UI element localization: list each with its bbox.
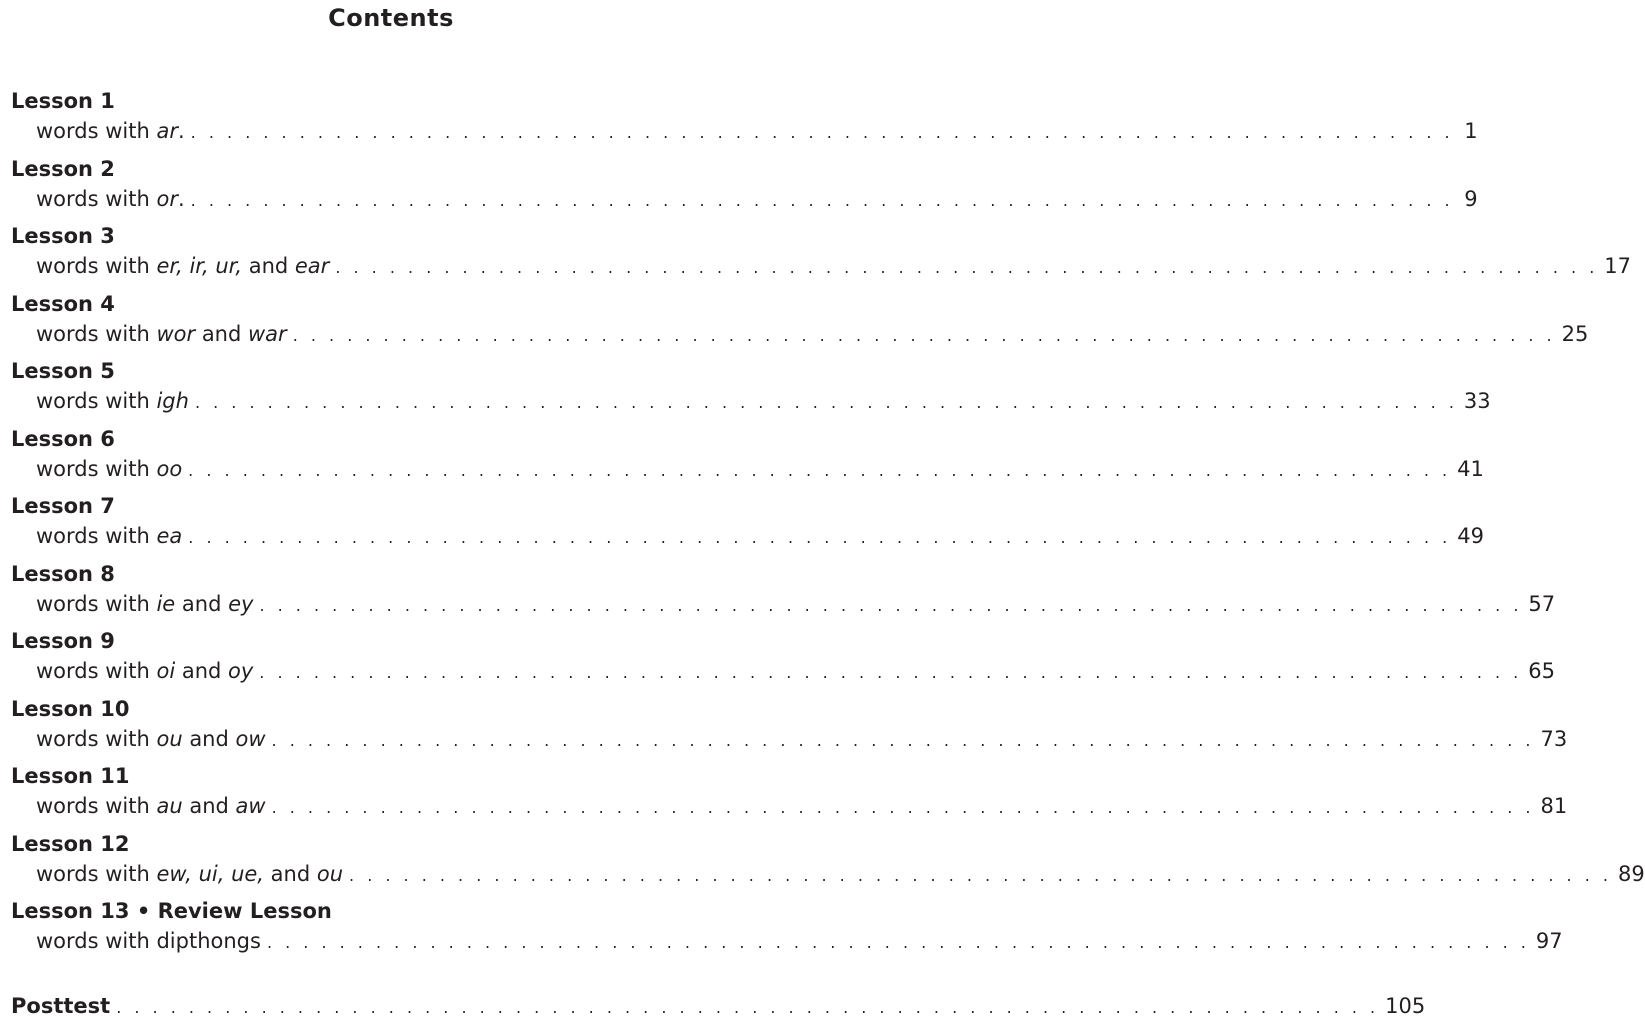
page-number: 105	[1385, 994, 1426, 1018]
page-number: 1	[1464, 119, 1478, 143]
dot-leader: . . . . . . . . . . . . . . . . . . . . . . . . . . . . . . . . . . . . . . . . . . . . . . . . . . . . . . . . . . . . . . . . . . . . . .	[194, 393, 1458, 412]
spelling-pattern: aw	[235, 794, 266, 818]
lesson-row	[36, 522, 1484, 550]
spelling-pattern: er, ir, ur,	[156, 254, 243, 278]
description-text: .	[177, 119, 185, 143]
lesson-description	[36, 117, 185, 145]
lesson-heading: Lesson 4	[11, 291, 115, 316]
lesson-row	[36, 792, 1568, 820]
lesson-description	[36, 725, 266, 753]
page-number: 41	[1457, 456, 1484, 481]
lesson-row	[36, 657, 1555, 685]
page-number: 65	[1528, 659, 1555, 683]
description-text: and	[182, 726, 236, 751]
toc-entry[interactable]	[11, 358, 1491, 416]
dot-leader: . . . . . . . . . . . . . . . . . . . . . . . . . . . . . . . . . . . . . . . . . . . . . . . . . . . . . . . . . . . . . . . . . . . . . .	[335, 258, 1599, 277]
lesson-heading: Lesson 8	[11, 561, 115, 586]
lesson-description	[36, 252, 329, 280]
lesson-description	[36, 320, 287, 348]
description-text: words with	[36, 389, 157, 413]
spelling-pattern: ea	[156, 524, 183, 548]
description-text: and	[263, 861, 317, 886]
spelling-pattern: igh	[156, 389, 189, 413]
lesson-row	[36, 725, 1568, 753]
lesson-heading: Lesson 9	[11, 629, 115, 653]
spelling-pattern: ew, ui, ue,	[156, 861, 264, 886]
description-text: words with	[36, 254, 157, 278]
toc-entry[interactable]	[11, 628, 1555, 686]
lesson-row	[36, 455, 1484, 483]
page-number: 57	[1528, 591, 1556, 616]
lesson-heading: Lesson 6	[11, 426, 115, 451]
toc-entry[interactable]	[11, 291, 1589, 349]
lesson-description	[36, 927, 261, 955]
toc-entry[interactable]	[11, 156, 1478, 214]
lesson-heading: Lesson 2	[11, 156, 115, 181]
description-text: and	[175, 591, 229, 616]
lesson-row	[36, 860, 1645, 888]
page-number: 9	[1464, 186, 1478, 211]
spelling-pattern: ie	[156, 591, 176, 616]
description-text: and	[195, 321, 248, 346]
lesson-heading: Lesson 7	[11, 494, 115, 518]
description-text: and	[182, 794, 236, 818]
description-text: words with	[36, 861, 157, 886]
lesson-heading: Lesson 13 • Review Lesson	[11, 899, 332, 923]
lesson-row	[36, 320, 1589, 348]
lesson-heading: Lesson 5	[11, 359, 115, 383]
page-number: 33	[1463, 389, 1491, 413]
description-text: words with	[36, 456, 157, 481]
page-number: 97	[1535, 929, 1563, 953]
description-text: words with	[36, 794, 157, 818]
spelling-pattern: ear	[294, 254, 330, 278]
lesson-row	[36, 117, 1478, 145]
dot-leader: . . . . . . . . . . . . . . . . . . . . . . . . . . . . . . . . . . . . . . . . . . . . . . . . . . . . . . . . . . . . . . . . . . . . . .	[259, 595, 1523, 615]
page-number: 73	[1540, 726, 1568, 751]
dot-leader: . . . . . . . . . . . . . . . . . . . . . . . . . . . . . . . . . . . . . . . . . . . . . . . . . . . . . . . . . . . . . . . . . . . . . .	[266, 933, 1530, 952]
dot-leader: . . . . . . . . . . . . . . . . . . . . . . . . . . . . . . . . . . . . . . . . . . . . . . . . . . . . . . . . . . . . . . . . . . . . . .	[188, 528, 1452, 547]
spelling-pattern: wor	[156, 321, 196, 346]
description-text: words with dipthongs	[36, 929, 261, 953]
dot-leader: . . . . . . . . . . . . . . . . . . . . . . . . . . . . . . . . . . . . . . . . . . . . . . . . . . . . . . . . . . . . . . . . . . . . . .	[190, 190, 1454, 210]
dot-leader: . . . . . . . . . . . . . . . . . . . . . . . . . . . . . . . . . . . . . . . . . . . . . . . . . . . . . . . . . . . . . . . . . . . . . .	[188, 460, 1452, 480]
dot-leader: . . . . . . . . . . . . . . . . . . . . . . . . . . . . . . . . . . . . . . . . . . . . . . . . . . . . . . . . . . . . . . . . . . . . . .	[349, 865, 1612, 885]
lesson-heading: Lesson 12	[11, 831, 130, 856]
lesson-row	[36, 185, 1478, 213]
description-text: and	[242, 254, 295, 278]
lesson-row	[36, 590, 1556, 618]
page-number: 81	[1540, 794, 1568, 818]
dot-leader: . . . . . . . . . . . . . . . . . . . . . . . . . . . . . . . . . . . . . . . . . . . . . . . . . . . . . . . . . . . . . . . . . . . . . .	[271, 798, 1535, 817]
description-text: words with	[36, 119, 157, 143]
toc-entry[interactable]	[11, 561, 1556, 619]
page-number: 89	[1617, 861, 1645, 886]
lesson-row	[36, 252, 1632, 280]
spelling-pattern: au	[156, 794, 183, 818]
lesson-heading: Lesson 11	[11, 764, 130, 788]
toc-entry[interactable]	[11, 88, 1478, 146]
page-number: 49	[1457, 524, 1484, 548]
lesson-description	[36, 792, 266, 820]
toc-entry[interactable]	[11, 223, 1632, 281]
toc-entry[interactable]	[11, 493, 1484, 551]
spelling-pattern: oo	[156, 456, 183, 481]
description-text: words with	[36, 726, 157, 751]
lesson-description	[36, 657, 253, 685]
toc-entry[interactable]	[11, 898, 1563, 956]
spelling-pattern: war	[248, 321, 287, 346]
lesson-row	[36, 387, 1491, 415]
page-number: 17	[1604, 254, 1632, 278]
lesson-heading: Lesson 3	[11, 224, 115, 248]
spelling-pattern: ey	[228, 591, 254, 616]
lesson-description	[36, 522, 182, 550]
lesson-heading: Lesson 1	[11, 89, 115, 113]
page-title: Contents	[328, 4, 454, 32]
lesson-description	[36, 387, 189, 415]
dot-leader: . . . . . . . . . . . . . . . . . . . . . . . . . . . . . . . . . . . . . . . . . . . . . . . . . . . . . . . . . . . . . . . . . . . . . .	[292, 325, 1556, 345]
spelling-pattern: ar	[156, 119, 178, 143]
dot-leader: . . . . . . . . . . . . . . . . . . . . . . . . . . . . . . . . . . . . . . . . . . . . . . . . . . . . . . . . . . . . . . . . . . . . . .	[116, 998, 1380, 1017]
lesson-description	[36, 590, 253, 618]
dot-leader: . . . . . . . . . . . . . . . . . . . . . . . . . . . . . . . . . . . . . . . . . . . . . . . . . . . . . . . . . . . . . . . . . . . . . .	[259, 663, 1523, 682]
lesson-description	[36, 860, 343, 888]
toc-entry[interactable]	[11, 763, 1568, 821]
description-text: words with	[36, 591, 157, 616]
spelling-pattern: ou	[316, 861, 344, 886]
page-number: 25	[1561, 321, 1589, 346]
lesson-row	[36, 927, 1563, 955]
lesson-heading: Lesson 10	[11, 696, 130, 721]
spelling-pattern: oy	[228, 659, 254, 683]
description-text: words with	[36, 659, 157, 683]
toc-entry[interactable]	[11, 426, 1484, 484]
toc-entry[interactable]	[11, 696, 1568, 754]
spelling-pattern: or	[156, 186, 178, 211]
lesson-description	[36, 185, 185, 213]
dot-leader: . . . . . . . . . . . . . . . . . . . . . . . . . . . . . . . . . . . . . . . . . . . . . . . . . . . . . . . . . . . . . . . . . . . . . .	[271, 730, 1535, 750]
description-text: words with	[36, 321, 157, 346]
dot-leader: . . . . . . . . . . . . . . . . . . . . . . . . . . . . . . . . . . . . . . . . . . . . . . . . . . . . . . . . . . . . . . . . . . . . . .	[190, 123, 1454, 142]
toc-entry[interactable]	[11, 831, 1645, 889]
posttest-entry[interactable]	[11, 992, 1426, 1020]
spelling-pattern: ow	[235, 726, 266, 751]
description-text: words with	[36, 524, 157, 548]
description-text: and	[175, 659, 229, 683]
posttest-label: Posttest	[11, 994, 111, 1018]
description-text: words with	[36, 186, 157, 211]
lesson-description	[36, 455, 182, 483]
spelling-pattern: ou	[156, 726, 183, 751]
spelling-pattern: oi	[156, 659, 176, 683]
description-text: .	[177, 186, 185, 211]
